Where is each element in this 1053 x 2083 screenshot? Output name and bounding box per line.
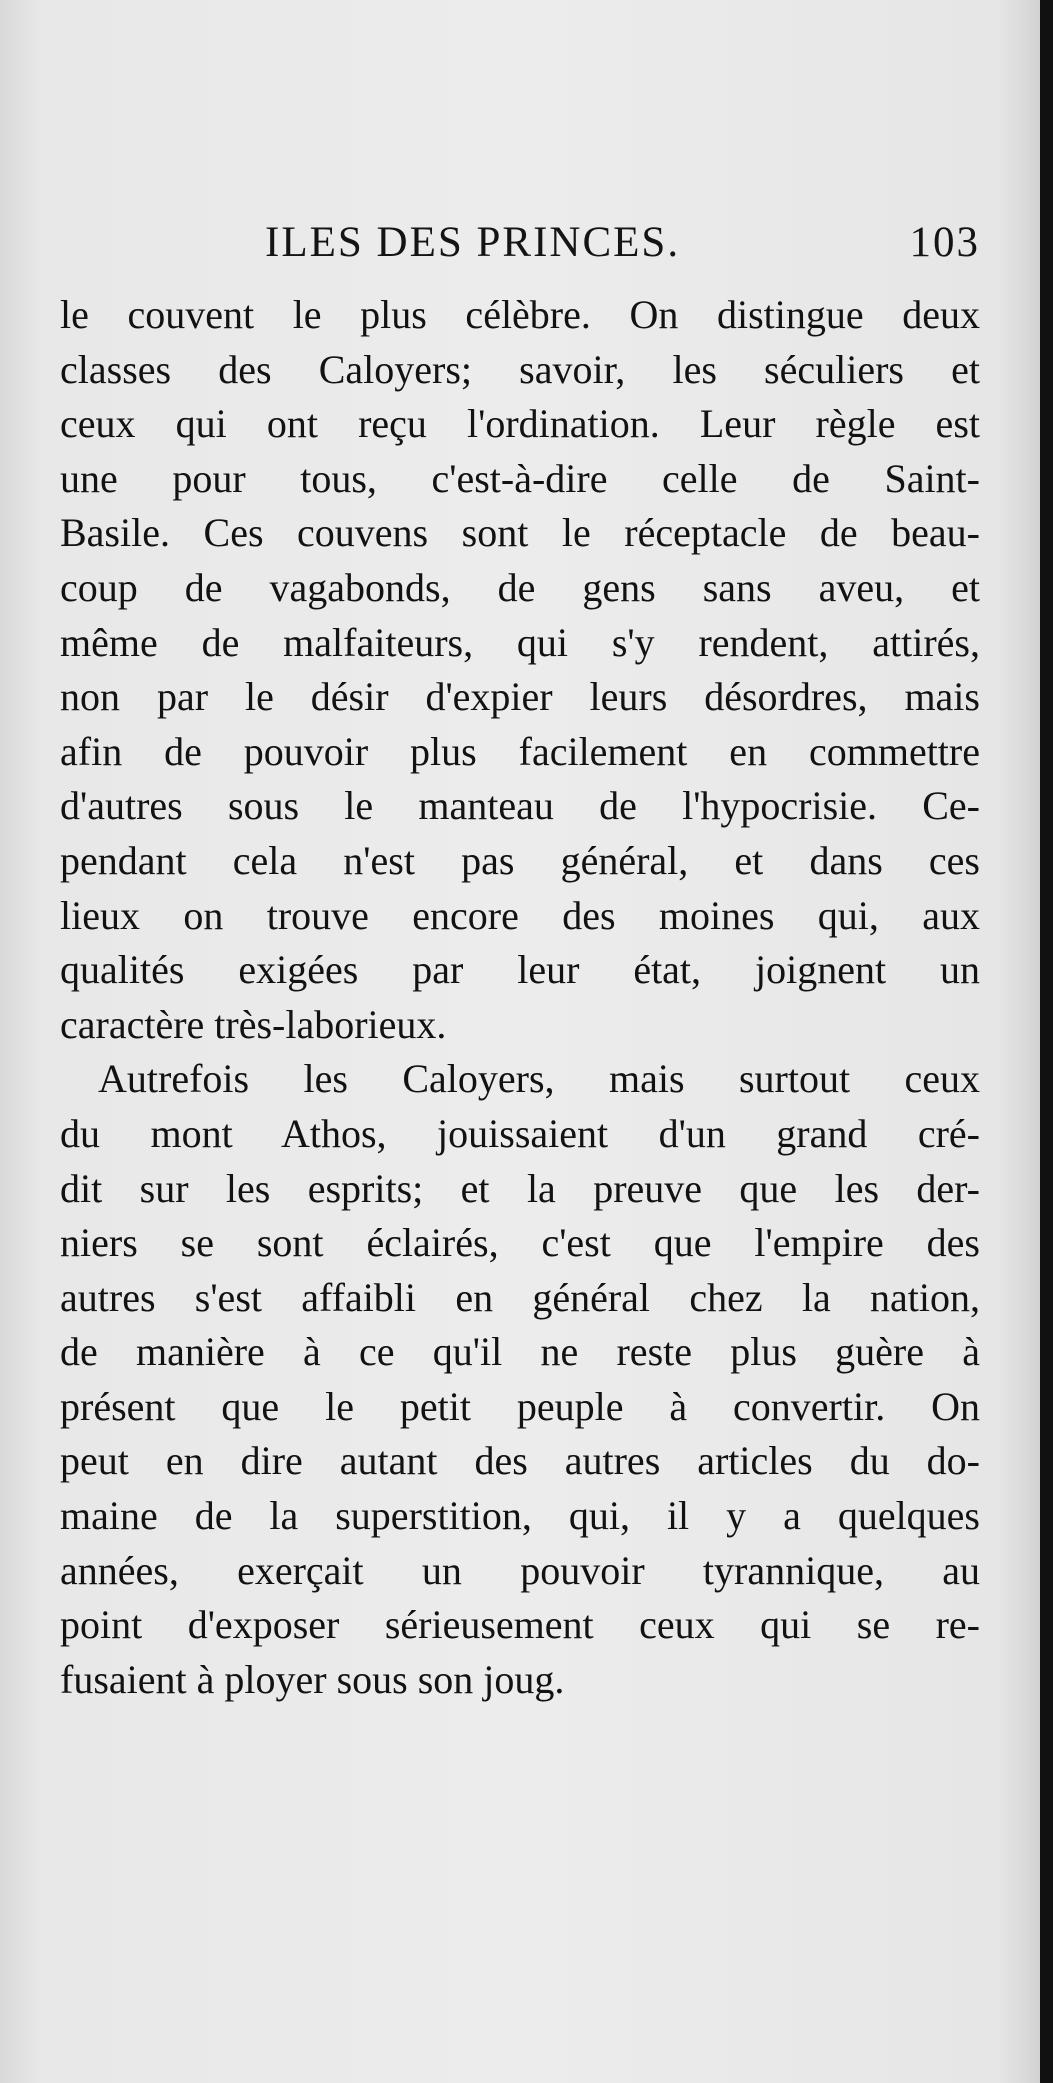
text-line: non par le désir d'expier leurs désordres, mais [60, 674, 980, 720]
text-line: lieux on trouve encore des moines qui, aux [60, 892, 980, 938]
text-line: niers se sont éclairés, c'est que l'empire des [60, 1220, 980, 1266]
text-line: une pour tous, c'est-à-dire celle de Saint- [60, 455, 980, 501]
text-line: autres s'est affaibli en général chez la nation, [60, 1274, 980, 1320]
text-line: dit sur les esprits; et la preuve que les der- [60, 1165, 980, 1211]
text-line: même de malfaiteurs, qui s'y rendent, attirés, [60, 619, 980, 665]
text-line: maine de la superstition, qui, il y a quelques [60, 1493, 980, 1539]
paragraph-2 [60, 1052, 980, 1707]
text-line: du mont Athos, jouissaient d'un grand cré- [60, 1110, 980, 1156]
text-line: d'autres sous le manteau de l'hypocrisie. Ce- [60, 783, 980, 829]
text-line: années, exerçait un pouvoir tyrannique, au [60, 1547, 980, 1593]
text-line: classes des Caloyers; savoir, les séculiers et [60, 346, 980, 392]
text-line: pendant cela n'est pas général, et dans ces [60, 837, 980, 883]
text-line: ceux qui ont reçu l'ordination. Leur règle est [60, 401, 980, 447]
text-line: Basile. Ces couvens sont le réceptacle de beau- [60, 510, 980, 556]
text-line: présent que le petit peuple à convertir. On [60, 1383, 980, 1429]
text-line: afin de pouvoir plus facilement en commettre [60, 728, 980, 774]
text-line: qualités exigées par leur état, joignent un [60, 947, 980, 993]
body-text [60, 288, 980, 1707]
page-number: 103 [909, 219, 980, 266]
paragraph-1 [60, 288, 980, 1052]
text-line: caractère très-laborieux. [60, 1001, 447, 1047]
text-line: de manière à ce qu'il ne reste plus guère à [60, 1329, 980, 1375]
running-title: ILES DES PRINCES. [265, 219, 681, 266]
text-line: peut en dire autant des autres articles du do- [60, 1438, 980, 1484]
text-line: Autrefois les Caloyers, mais surtout ceux [98, 1056, 980, 1102]
text-line: le couvent le plus célèbre. On distingue deux [60, 292, 980, 337]
text-line: coup de vagabonds, de gens sans aveu, et [60, 564, 980, 610]
text-line: fusaient à ployer sous son joug. [60, 1656, 565, 1702]
page-edge-shadow [1040, 0, 1053, 2083]
page-header [60, 218, 980, 278]
text-line: point d'exposer sérieusement ceux qui se re- [60, 1602, 980, 1648]
